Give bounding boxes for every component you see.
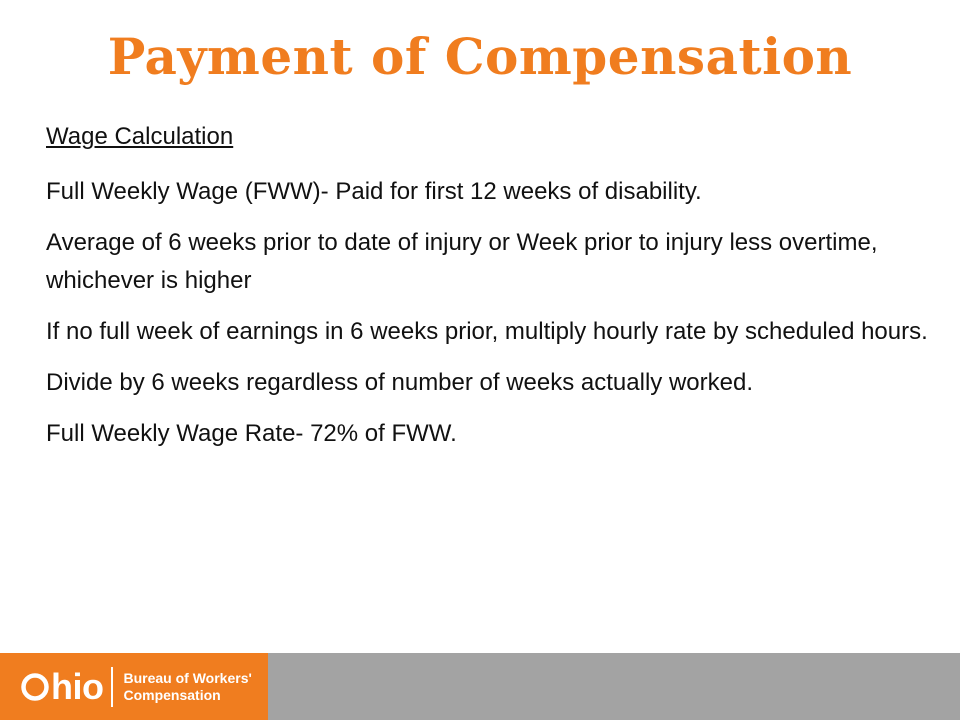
paragraph-rate: Full Weekly Wage Rate- 72% of FWW. [46, 420, 457, 447]
footer-bar [0, 653, 960, 720]
paragraph-average: Average of 6 weeks prior to date of injury or Week prior to injury less overtime, whichever is higher [46, 229, 878, 294]
agency-name [123, 670, 251, 704]
ohio-wordmark [20, 665, 104, 707]
ohio-wordmark-text: hio [51, 665, 104, 707]
paragraph-fww: Full Weekly Wage (FWW)- Paid for first 12 weeks of disability. [46, 178, 702, 205]
ohio-o-icon [20, 672, 50, 702]
logo-divider [111, 667, 113, 707]
agency-name-line1: Bureau of Workers' [123, 669, 252, 686]
paragraph-no-full-week: If no full week of earnings in 6 weeks prior, multiply hourly rate by scheduled hours. [46, 318, 928, 345]
bwc-logo [0, 653, 268, 720]
paragraph-divide: Divide by 6 weeks regardless of number of weeks actually worked. [46, 369, 753, 396]
section-heading: Wage Calculation [46, 123, 234, 150]
slide-title: Payment of Compensation [107, 27, 853, 86]
slide-content [46, 118, 951, 466]
agency-name-line2: Compensation [123, 686, 221, 703]
